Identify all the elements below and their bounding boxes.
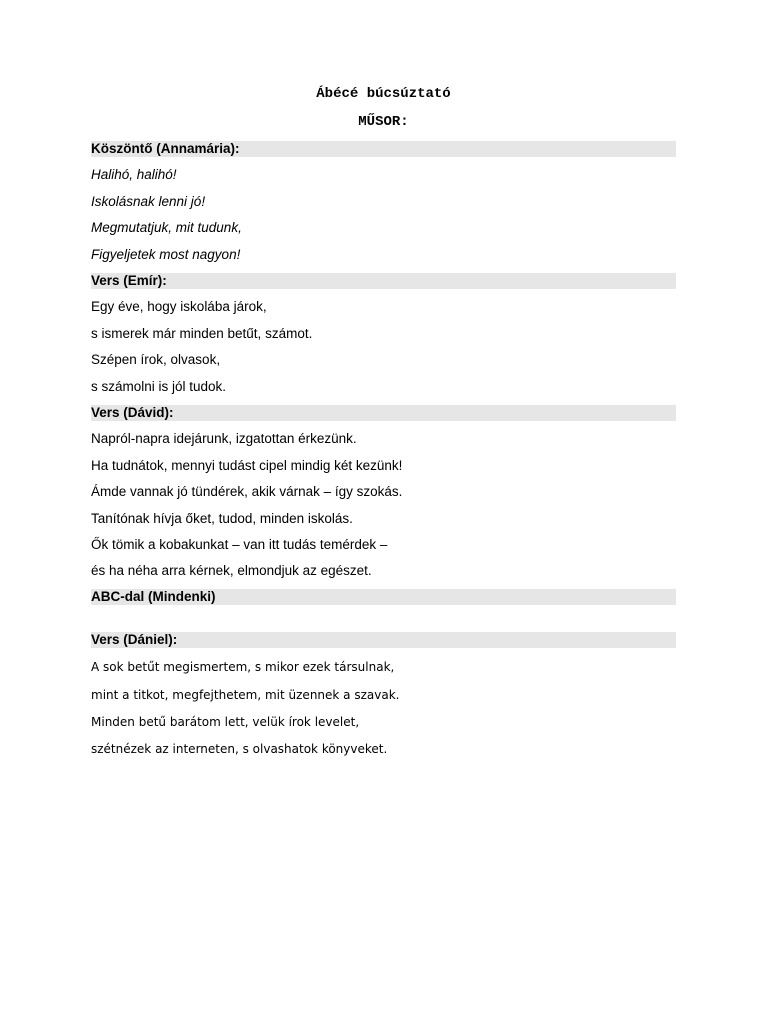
section-heading: Vers (Dániel): (91, 632, 676, 648)
section-poem-david (91, 405, 676, 579)
document-subtitle: MŰSOR: (358, 114, 409, 130)
verse-line: s ismerek már minden betűt, számot. (91, 325, 313, 341)
section-heading: Vers (Dávid): (91, 405, 676, 421)
verse-line: Tanítónak hívja őket, tudod, minden iskolás. (91, 510, 353, 526)
section-greeting (91, 141, 676, 263)
verse-line: Napról-napra idejárunk, izgatottan érkezünk. (91, 431, 357, 447)
verse-line: Szépen írok, olvasok, (91, 352, 221, 368)
section-abc-song (91, 589, 676, 605)
verse-line: Halihó, halihó! (91, 167, 177, 183)
document-title: Ábécé búcsúztató (316, 86, 451, 102)
verse-line: szétnézek az interneten, s olvashatok könyveket. (91, 742, 388, 757)
verse-line: Minden betű barátom lett, velük írok levelet, (91, 714, 360, 729)
section-heading: Vers (Emír): (91, 273, 676, 289)
verse-line: s számolni is jól tudok. (91, 378, 227, 394)
verse-line: mint a titkot, megfejthetem, mit üzennek a szavak. (91, 687, 400, 702)
section-heading: ABC-dal (Mindenki) (91, 589, 676, 605)
verse-line: Ámde vannak jó tündérek, akik várnak – így szokás. (91, 484, 403, 500)
section-poem-daniel (91, 632, 676, 757)
verse-line: Megmutatjuk, mit tudunk, (91, 220, 242, 236)
section-poem-emir (91, 273, 676, 395)
verse-line: Iskolásnak lenni jó! (91, 193, 206, 209)
section-heading: Köszöntő (Annamária): (91, 141, 676, 157)
verse-line: Ők tömik a kobakunkat – van itt tudás temérdek – (91, 536, 388, 552)
verse-line: Ha tudnátok, mennyi tudást cipel mindig két kezünk! (91, 457, 403, 473)
verse-line: és ha néha arra kérnek, elmondjuk az egészet. (91, 563, 372, 579)
verse-line: Figyeljetek most nagyon! (91, 246, 241, 262)
verse-line: A sok betűt megismertem, s mikor ezek társulnak, (91, 660, 395, 675)
verse-line: Egy éve, hogy iskolába járok, (91, 299, 267, 315)
